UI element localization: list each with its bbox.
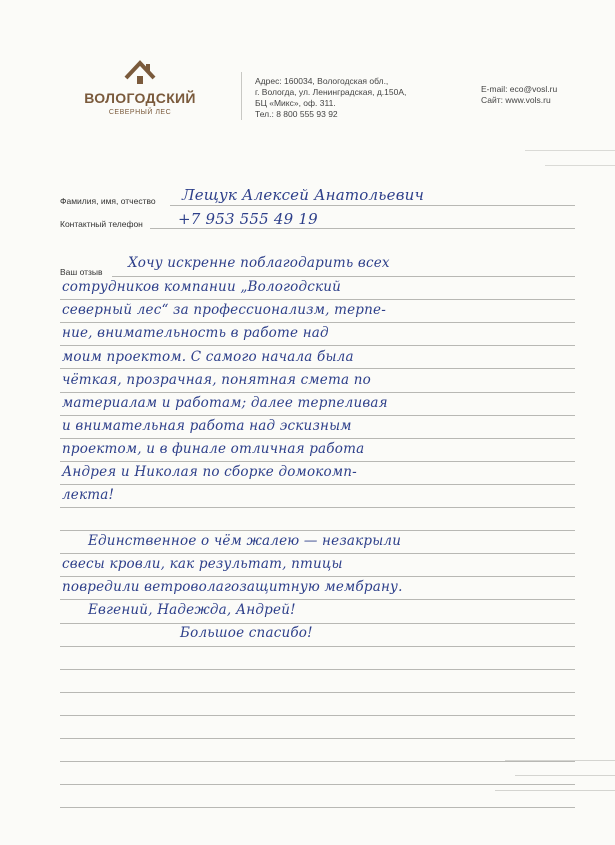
ruled-line (60, 784, 575, 785)
address-line-3: БЦ «Микс», оф. 311. (255, 98, 336, 108)
header-divider (241, 72, 242, 120)
review-line: Андрея и Николая по сборке домокомп- (62, 464, 357, 480)
review-line: Хочу искренне поблагодарить всех (128, 255, 390, 271)
review-line: проектом, и в финале отличная работа (62, 441, 365, 457)
review-line: северный лес“ за профессионализм, терпе- (62, 302, 386, 318)
company-subtitle: СЕВЕРНЫЙ ЛЕС (108, 109, 172, 116)
review-line: повредили ветроволагозащитную мембрану. (62, 579, 403, 595)
ruled-line (60, 461, 575, 462)
review-line: чёткая, прозрачная, понятная смета по (62, 372, 371, 388)
ruled-line (60, 715, 575, 716)
review-line: сотрудников компании „Вологодский (62, 279, 342, 295)
company-address (255, 76, 406, 120)
review-label: Ваш отзыв (60, 267, 103, 277)
contact-email: E-mail: eco@vosl.ru (481, 84, 558, 94)
bleed-through-mark (495, 790, 615, 791)
review-line: Евгений, Надежда, Андрей! (88, 602, 296, 618)
company-name: ВОЛОГОДСКИЙ (84, 90, 196, 106)
bleed-through-mark (525, 150, 615, 151)
review-line: и внимательная работа над эскизным (62, 418, 352, 434)
name-underline (170, 205, 575, 206)
ruled-line (60, 368, 575, 369)
company-logo (80, 58, 200, 116)
ruled-line (60, 599, 575, 600)
review-line: Единственное о чём жалею — незакрыли (88, 533, 402, 549)
phone-underline (150, 228, 575, 229)
bleed-through-mark (505, 760, 615, 761)
review-line: свесы кровли, как результат, птицы (62, 556, 343, 572)
name-handwritten: Лещук Алексей Анатольевич (182, 186, 425, 204)
ruled-line (60, 322, 575, 323)
ruled-line (60, 623, 575, 624)
phone-handwritten: +7 953 555 49 19 (178, 210, 318, 228)
ruled-line (112, 276, 575, 277)
ruled-line (60, 576, 575, 577)
company-contacts (481, 84, 557, 106)
review-line: моим проектом. С самого начала была (62, 349, 354, 365)
contact-site: Сайт: www.vols.ru (481, 95, 551, 105)
ruled-line (60, 738, 575, 739)
ruled-line (60, 392, 575, 393)
ruled-line (60, 299, 575, 300)
bleed-through-mark (515, 775, 615, 776)
review-line: Большое спасибо! (180, 625, 313, 641)
review-line: материалам и работам; далее терпеливая (62, 395, 388, 411)
ruled-line (60, 553, 575, 554)
address-line-2: г. Вологда, ул. Ленинградская, д.150А, (255, 87, 407, 97)
ruled-line (60, 530, 575, 531)
ruled-line (60, 345, 575, 346)
ruled-line (60, 807, 575, 808)
address-line-1: Адрес: 160034, Вологодская обл., (255, 76, 389, 86)
ruled-line (60, 507, 575, 508)
review-line: ние, внимательность в работе над (62, 325, 329, 341)
ruled-line (60, 415, 575, 416)
ruled-line (60, 646, 575, 647)
review-line: лекта! (62, 487, 115, 503)
ruled-line (60, 761, 575, 762)
ruled-line (60, 484, 575, 485)
phone-label: Контактный телефон (60, 219, 143, 229)
address-phone: Тел.: 8 800 555 93 92 (255, 109, 338, 119)
ruled-line (60, 669, 575, 670)
name-label: Фамилия, имя, отчество (60, 196, 156, 206)
ruled-line (60, 438, 575, 439)
house-roof-icon (123, 58, 157, 88)
ruled-line (60, 692, 575, 693)
bleed-through-mark (545, 165, 615, 166)
